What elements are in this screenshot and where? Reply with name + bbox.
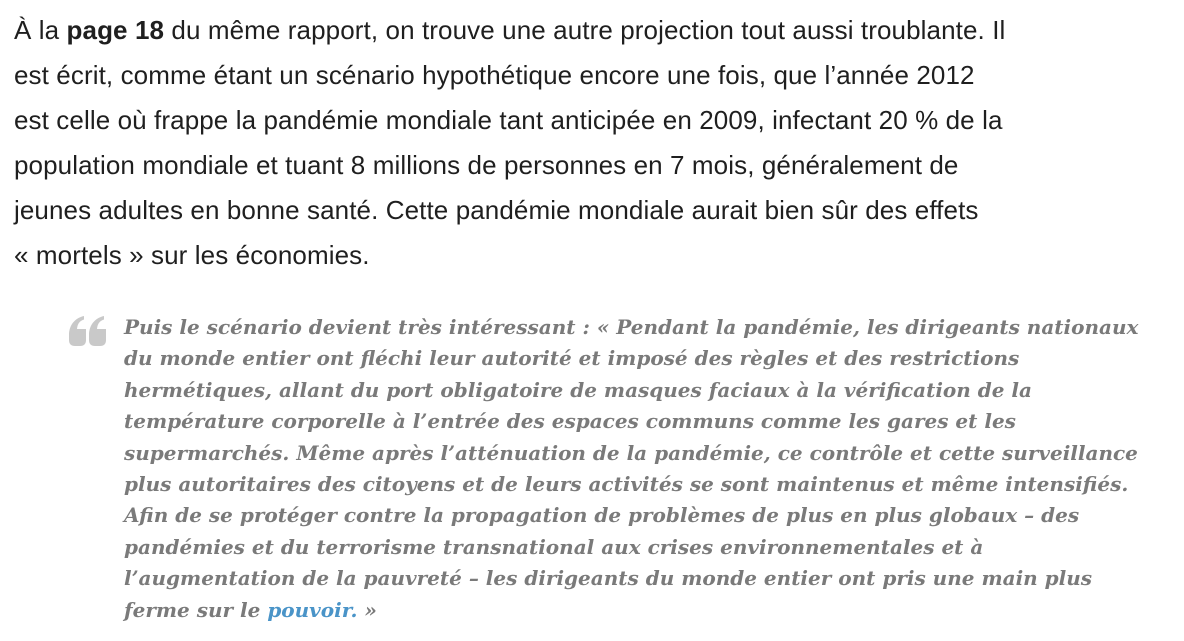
quote-line: température corporelle à l’entrée des espaces communs comme les gares et les xyxy=(124,409,1016,434)
quote-line: pandémies et du terrorisme transnational aux crises environnementales et à xyxy=(124,534,984,559)
quote-line: l’augmentation de la pauvreté – les dirigeants du monde entier ont pris une main plus xyxy=(124,566,1093,591)
quote-block xyxy=(68,312,1184,626)
quote-line: Afin de se protéger contre la propagation de problèmes de plus en plus globaux – des xyxy=(124,503,1080,528)
quote-line: plus autoritaires des citoyens et de leurs activités se sont maintenus et même intensifiés. xyxy=(124,472,1129,497)
paragraph-line xyxy=(14,8,1184,53)
paragraph-line: population mondiale et tuant 8 millions de personnes en 7 mois, généralement de xyxy=(14,150,959,180)
intro-paragraph xyxy=(0,0,1184,278)
pouvoir-link[interactable]: pouvoir. xyxy=(267,597,358,622)
quote-text xyxy=(124,312,1138,626)
paragraph-line: jeunes adultes en bonne santé. Cette pandémie mondiale aurait bien sûr des effets xyxy=(14,195,979,225)
paragraph-line: est écrit, comme étant un scénario hypothétique encore une fois, que l’année 2012 xyxy=(14,60,975,90)
paragraph-text: À la xyxy=(14,15,67,45)
quote-text-fragment: » xyxy=(357,597,377,622)
quote-text-fragment: ferme sur le xyxy=(124,597,268,622)
quote-line: hermétiques, allant du port obligatoire de masques faciaux à la vérification de la xyxy=(124,377,1032,402)
paragraph-line: est celle où frappe la pandémie mondiale tant anticipée en 2009, infectant 20 % de la xyxy=(14,105,1003,135)
page-reference: page 18 xyxy=(66,15,165,45)
paragraph-text: du même rapport, on trouve une autre projection tout aussi troublante. Il xyxy=(164,15,1006,45)
quote-line: Puis le scénario devient très intéressant : « Pendant la pandémie, les dirigeants nationaux xyxy=(124,315,1139,339)
quote-line: supermarchés. Même après l’atténuation de la pandémie, ce contrôle et cette surveillance xyxy=(124,440,1138,465)
quote-line: du monde entier ont fléchi leur autorité et imposé des règles et des restrictions xyxy=(124,346,1020,371)
paragraph-line: « mortels » sur les économies. xyxy=(14,240,370,270)
double-quote-icon xyxy=(68,315,106,347)
quote-line xyxy=(124,595,1138,626)
